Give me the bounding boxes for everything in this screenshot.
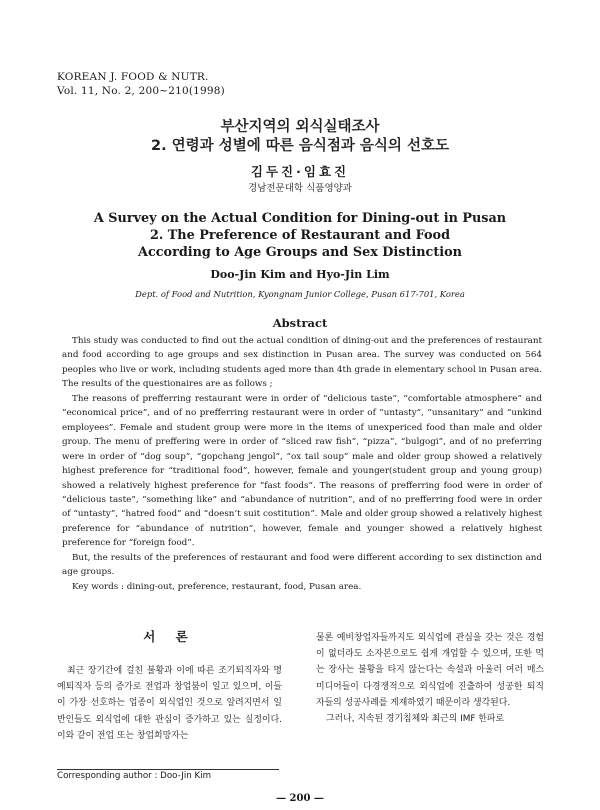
abstract-paragraph: But, the results of the preferences of restaurant and food were different according to sex distinction and age groups. (62, 552, 542, 578)
footnote-divider (57, 769, 279, 770)
intro-paragraph: 최근 장기간에 걸친 불황과 이에 따른 조기퇴직자와 명예퇴직자 등의 증가로 전업과 창업붐이 일고 있으며, 이들이 가장 선호하는 업종이 외식업인 것으로 알려지면서 일반인들도 외식업에 대한 관심이 증가하고 있는 실정이다. 이와 같이 전업 또는 창업희망자는 (57, 666, 282, 741)
english-title (0, 210, 600, 261)
english-title-line-3: According to Age Groups and Sex Distinction (138, 245, 462, 260)
english-affiliation: Dept. of Food and Nutrition, Kyongnam Junior College, Pusan 617-701, Korea (135, 289, 465, 299)
korean-authors: 김두진·임효진 (250, 164, 350, 179)
abstract-body (62, 334, 542, 594)
english-title-line-1: A Survey on the Actual Condition for Dining-out in Pusan (93, 211, 507, 226)
abstract-heading: Abstract (272, 316, 328, 330)
abstract-paragraph: This study was conducted to find out the actual condition of dining-out and the preferences of restaurant and food according to age groups and sex distinction in Pusan area. The survey was conducted on 564 peoples who live or work, including students aged more than 4th grade in elementary school in Pusan area. The results of the questionaires are as follows ; (62, 336, 542, 390)
corresponding-author-footnote: Corresponding author : Doo-Jin Kim (57, 771, 212, 781)
journal-info (57, 70, 225, 98)
left-column (57, 663, 282, 744)
intro-paragraph: 그러나, 지속된 경기침체와 최근의 IMF 한파로 (326, 714, 505, 725)
intro-paragraph: 물론 예비창업자들까지도 외식업에 관심을 갖는 것은 경험이 없더라도 소자본으로도 쉽게 개업할 수 있으며, 또한 먹는 장사는 불황을 타지 않는다는 속설과 아울러 여러 매스미디어들이 다경쟁적으로 외식업에 진출하여 성공한 퇴직자들의 성공사례를 게재하였기 때문이라 생각된다. (316, 633, 544, 708)
section-heading-introduction: 서 론 (143, 629, 196, 644)
journal-name: KOREAN J. FOOD & NUTR. (57, 71, 209, 83)
abstract-paragraph: The reasons of prefferring restaurant were in order of “delicious taste”, “comfortable atmosphere” and “economical price”, and of no prefferring restaurant were in order of “untasty”, “unsanitary” and “unkind employees”. Female and student group were more in the items of unexpericed food than male and older group. The menu of preffering were in order of “sliced raw fish”, “pizza”, “bulgogi”, and of no preferring were in order of “dog soup”, “gopchang jengol”, “ox tail soup” male and older group showed a relatively highest preference for “traditional food”, however, female and younger(student group and young group) showed a relatively highest preference for “fast foods”. The reasons of prefferring food were in order of “delicious taste”, “something like” and “abundance of nutrition”, and of no prefferring food were in order of “untasty”, “hatred food” and “doesn’t suit costitution”. Male and older group showed a relatively highest preference for “abundance of nutrition”, however, female and younger showed a relatively highest preference for “foreign food”. (62, 393, 542, 549)
korean-title-line-1: 부산지역의 외식실태조사 (220, 119, 380, 135)
korean-title-line-2: 2. 연령과 성별에 따른 음식점과 음식의 선호도 (150, 138, 449, 154)
journal-volume: Vol. 11, No. 2, 200~210(1998) (57, 85, 225, 97)
keywords: Key words : dining-out, preference, restaurant, food, Pusan area. (72, 581, 362, 592)
english-title-line-2: 2. The Preference of Restaurant and Food (149, 228, 451, 243)
page-number: — 200 — (276, 793, 324, 804)
korean-title (0, 118, 600, 156)
korean-affiliation: 경남전문대학 식품영양과 (248, 183, 352, 194)
right-column (316, 630, 544, 727)
english-authors: Doo-Jin Kim and Hyo-Jin Lim (210, 268, 390, 281)
